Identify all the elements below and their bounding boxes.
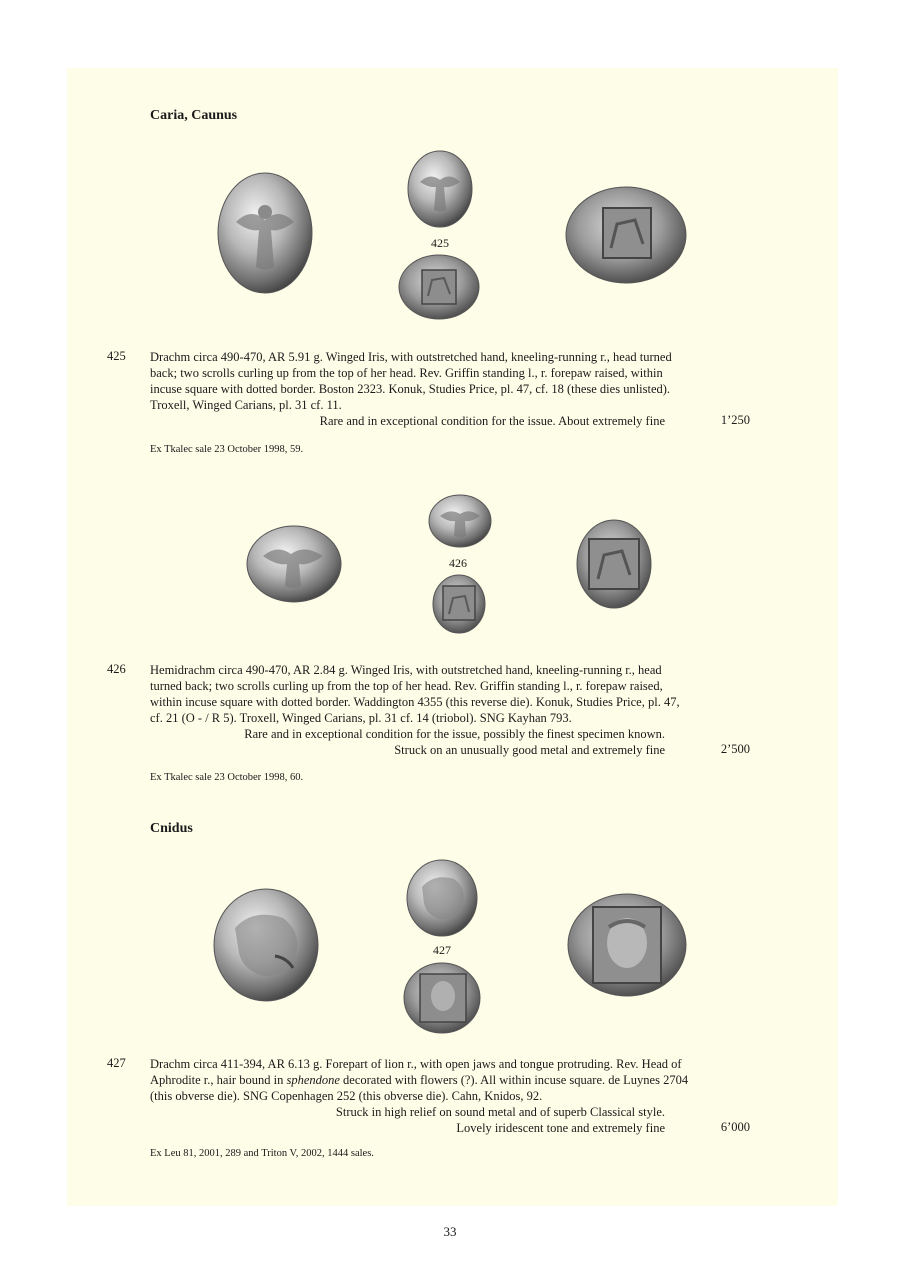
lot-427-desc-line-2 <box>150 1072 751 1088</box>
coin-425-reverse-large <box>565 186 687 284</box>
lot-number-425: 425 <box>107 349 126 363</box>
lot-427-desc-italic-word: sphendone <box>286 1073 340 1087</box>
coin-425-reverse-small <box>398 254 480 320</box>
lot-number-427: 427 <box>107 1056 126 1070</box>
lot-426-condition-2: Struck on an unusually good metal and extremely fine <box>394 743 665 757</box>
lot-425-provenance: Ex Tkalec sale 23 October 1998, 59. <box>150 444 304 455</box>
lot-426-condition-1: Rare and in exceptional condition for the issue, possibly the finest specimen known. <box>244 727 665 741</box>
lot-427-condition-2: Lovely iridescent tone and extremely fine <box>456 1121 665 1135</box>
page-number: 33 <box>443 1224 457 1239</box>
lot-425-price: 1’250 <box>720 413 750 427</box>
lot-426-desc-line-3: within incuse square with dotted border. Waddington 4355 (this reverse die). Konuk, Studies Price, pl. 47, <box>150 695 680 709</box>
coin-427-reverse-large <box>567 893 687 997</box>
coin-426-reverse-large <box>576 519 652 609</box>
lot-426-provenance: Ex Tkalec sale 23 October 1998, 60. <box>150 772 304 783</box>
lot-description-426 <box>150 662 751 726</box>
lot-426-desc-line-1: Hemidrachm circa 490-470, AR 2.84 g. Winged Iris, with outstretched hand, kneeling-running r., head <box>150 663 662 677</box>
coin-426-reverse-small <box>432 574 486 634</box>
lot-425-desc-line-4: Troxell, Winged Carians, pl. 31 cf. 11. <box>150 398 342 412</box>
lot-427-desc-line-2-rest: decorated with flowers (?). All within incuse square. de Luynes 2704 <box>339 1073 689 1087</box>
lot-427-desc-line-2-start: Aphrodite r., hair bound in <box>150 1073 287 1087</box>
coin-label-426: 426 <box>449 556 467 570</box>
coin-426-obverse-large <box>245 524 343 604</box>
coin-425-obverse-small <box>406 150 474 228</box>
lot-427-condition-1: Struck in high relief on sound metal and of superb Classical style. <box>335 1105 665 1119</box>
lot-425-desc-line-1: Drachm circa 490-470, AR 5.91 g. Winged Iris, with outstretched hand, kneeling-running r., head turned <box>150 350 672 364</box>
lot-427-desc-line-1: Drachm circa 411-394, AR 6.13 g. Forepart of lion r., with open jaws and tongue protruding. Rev. Head of <box>150 1057 682 1071</box>
lot-426-price: 2’500 <box>720 742 750 756</box>
lot-427-price: 6’000 <box>720 1120 750 1134</box>
section-heading-caria-caunus: Caria, Caunus <box>150 108 238 123</box>
coin-427-obverse-large <box>213 888 319 1002</box>
lot-427-desc-line-3: (this obverse die). SNG Copenhagen 252 (this obverse die). Cahn, Knidos, 92. <box>150 1089 543 1103</box>
coin-label-425: 425 <box>431 236 449 250</box>
lot-number-426: 426 <box>107 662 126 676</box>
lot-425-desc-line-3: incuse square with dotted border. Boston 2323. Konuk, Studies Price, pl. 47, cf. 18 (these dies unlisted). <box>150 382 671 396</box>
lot-426-desc-line-4: cf. 21 (O - / R 5). Troxell, Winged Carians, pl. 31 cf. 14 (triobol). SNG Kayhan 793. <box>150 711 572 725</box>
lot-426-desc-line-2: turned back; two scrolls curling up from the top of her head. Rev. Griffin standing l., r. forepaw raised, <box>150 679 663 693</box>
lot-425-desc-line-2: back; two scrolls curling up from the top of her head. Rev. Griffin standing l., r. forepaw raised, within <box>150 366 663 380</box>
lot-description-425 <box>150 349 751 413</box>
coin-label-427: 427 <box>433 943 451 957</box>
lot-425-condition: Rare and in exceptional condition for the issue. About extremely fine <box>319 414 665 428</box>
coin-427-reverse-small <box>403 962 481 1034</box>
coin-427-obverse-small <box>406 859 478 937</box>
lot-427-provenance: Ex Leu 81, 2001, 289 and Triton V, 2002, 1444 sales. <box>150 1148 374 1159</box>
lot-description-427 <box>150 1056 751 1104</box>
section-heading-cnidus: Cnidus <box>150 821 193 836</box>
coin-426-obverse-small <box>428 494 492 548</box>
coin-425-obverse-large <box>216 172 314 294</box>
